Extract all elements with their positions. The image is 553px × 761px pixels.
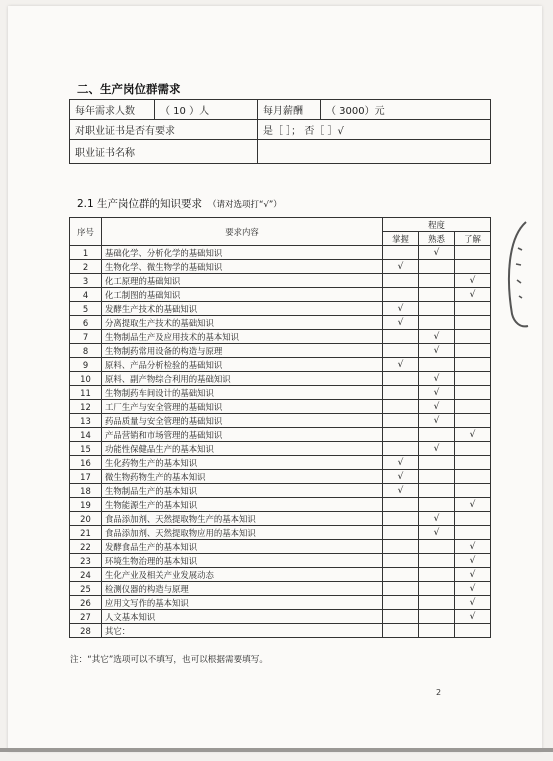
row-item: 药品质量与安全管理的基础知识 (102, 414, 383, 428)
seal-stamp (500, 218, 532, 330)
row-master-mark (383, 288, 419, 302)
row-item: 生物制药常用设备的构造与原理 (102, 344, 383, 358)
row-understand-mark: √ (455, 596, 491, 610)
table-row (70, 624, 491, 638)
row-master-mark (383, 610, 419, 624)
row-understand-mark (455, 358, 491, 372)
table-header-row (70, 218, 491, 232)
row-item: 生物化学、微生物学的基础知识 (102, 260, 383, 274)
row-understand-mark (455, 316, 491, 330)
row-master-mark (383, 400, 419, 414)
row-understand-mark (455, 302, 491, 316)
table-row (70, 512, 491, 526)
row-master-mark (383, 554, 419, 568)
row-item: 应用文写作的基本知识 (102, 596, 383, 610)
header-degree: 程度 (383, 218, 491, 232)
row-familiar-mark (419, 288, 455, 302)
table-row (70, 582, 491, 596)
row-item: 食品添加剂、天然提取物应用的基本知识 (102, 526, 383, 540)
table-row (70, 596, 491, 610)
row-master-mark (383, 582, 419, 596)
table-row (70, 140, 491, 164)
row-index: 25 (70, 582, 102, 596)
row-index: 13 (70, 414, 102, 428)
row-master-mark (383, 498, 419, 512)
table-row (70, 274, 491, 288)
row-index: 26 (70, 596, 102, 610)
row-familiar-mark: √ (419, 512, 455, 526)
row-understand-mark (455, 456, 491, 470)
row-item: 工厂生产与安全管理的基础知识 (102, 400, 383, 414)
row-index: 18 (70, 484, 102, 498)
row-familiar-mark: √ (419, 330, 455, 344)
row-item: 生物制药车间设计的基础知识 (102, 386, 383, 400)
row-understand-mark: √ (455, 428, 491, 442)
table-row (70, 246, 491, 260)
table-row (70, 100, 491, 120)
row-understand-mark (455, 246, 491, 260)
header-index: 序号 (70, 218, 102, 246)
row-master-mark (383, 512, 419, 526)
row-understand-mark: √ (455, 582, 491, 596)
table-row (70, 554, 491, 568)
cert-required-value: 是［ ］； 否［ ］√ (258, 120, 491, 140)
row-item: 原料、副产物综合利用的基础知识 (102, 372, 383, 386)
row-item: 食品添加剂、天然提取物生产的基本知识 (102, 512, 383, 526)
row-understand-mark: √ (455, 554, 491, 568)
header-familiar: 熟悉 (419, 232, 455, 246)
row-master-mark: √ (383, 456, 419, 470)
row-index: 24 (70, 568, 102, 582)
row-understand-mark (455, 344, 491, 358)
row-item: 生化产业及相关产业发展动态 (102, 568, 383, 582)
row-item: 基础化学、分析化学的基础知识 (102, 246, 383, 260)
row-item: 生化药物生产的基本知识 (102, 456, 383, 470)
row-item: 原料、产品分析检验的基础知识 (102, 358, 383, 372)
row-index: 22 (70, 540, 102, 554)
row-master-mark (383, 386, 419, 400)
row-master-mark: √ (383, 484, 419, 498)
row-index: 11 (70, 386, 102, 400)
table-row (70, 526, 491, 540)
requirements-table (69, 99, 491, 164)
table-row (70, 330, 491, 344)
header-master: 掌握 (383, 232, 419, 246)
scan-bottom-edge (0, 748, 553, 752)
table-row (70, 260, 491, 274)
table-row (70, 120, 491, 140)
row-understand-mark: √ (455, 274, 491, 288)
row-master-mark (383, 246, 419, 260)
row-familiar-mark (419, 274, 455, 288)
row-item: 功能性保健品生产的基本知识 (102, 442, 383, 456)
row-item: 分离提取生产技术的基础知识 (102, 316, 383, 330)
row-understand-mark (455, 372, 491, 386)
header-understand: 了解 (455, 232, 491, 246)
row-master-mark (383, 414, 419, 428)
table-row (70, 428, 491, 442)
cert-name-value (258, 140, 491, 164)
row-index: 4 (70, 288, 102, 302)
row-index: 7 (70, 330, 102, 344)
row-understand-mark (455, 442, 491, 456)
row-index: 17 (70, 470, 102, 484)
row-understand-mark (455, 414, 491, 428)
row-master-mark (383, 344, 419, 358)
row-familiar-mark (419, 610, 455, 624)
header-item: 要求内容 (102, 218, 383, 246)
row-familiar-mark (419, 582, 455, 596)
row-familiar-mark: √ (419, 526, 455, 540)
row-index: 27 (70, 610, 102, 624)
knowledge-hint: （请对选项打“√”） (208, 200, 282, 210)
row-master-mark (383, 526, 419, 540)
table-row (70, 610, 491, 624)
row-index: 14 (70, 428, 102, 442)
table-row (70, 358, 491, 372)
row-item: 人文基本知识 (102, 610, 383, 624)
row-index: 1 (70, 246, 102, 260)
table-row (70, 400, 491, 414)
row-familiar-mark (419, 456, 455, 470)
row-item: 产品营销和市场管理的基础知识 (102, 428, 383, 442)
row-item: 微生物药物生产的基本知识 (102, 470, 383, 484)
row-familiar-mark: √ (419, 246, 455, 260)
row-familiar-mark (419, 554, 455, 568)
row-master-mark: √ (383, 358, 419, 372)
row-item: 发酵生产技术的基础知识 (102, 302, 383, 316)
row-understand-mark (455, 512, 491, 526)
row-item: 发酵食品生产的基本知识 (102, 540, 383, 554)
demand-label: 每年需求人数 (70, 100, 155, 120)
row-familiar-mark (419, 498, 455, 512)
row-master-mark (383, 274, 419, 288)
row-index: 19 (70, 498, 102, 512)
table-row (70, 540, 491, 554)
row-familiar-mark (419, 540, 455, 554)
row-index: 10 (70, 372, 102, 386)
knowledge-title-text: 2.1 生产岗位群的知识要求 (77, 198, 203, 210)
salary-value: （ 3000）元 (321, 100, 491, 120)
row-master-mark (383, 442, 419, 456)
demand-value: （ 10 ）人 (155, 100, 258, 120)
row-item: 其它： (102, 624, 383, 638)
row-understand-mark (455, 386, 491, 400)
row-index: 8 (70, 344, 102, 358)
row-index: 21 (70, 526, 102, 540)
row-understand-mark: √ (455, 498, 491, 512)
row-understand-mark (455, 624, 491, 638)
row-index: 20 (70, 512, 102, 526)
row-familiar-mark (419, 484, 455, 498)
row-understand-mark: √ (455, 288, 491, 302)
knowledge-table (69, 217, 491, 638)
row-familiar-mark (419, 260, 455, 274)
row-item: 生物能源生产的基本知识 (102, 498, 383, 512)
footnote: 注：“其它”选项可以不填写，也可以根据需要填写。 (70, 655, 268, 665)
row-master-mark: √ (383, 260, 419, 274)
row-understand-mark (455, 470, 491, 484)
table-row (70, 302, 491, 316)
row-familiar-mark: √ (419, 400, 455, 414)
row-item: 化工原理的基础知识 (102, 274, 383, 288)
row-understand-mark (455, 526, 491, 540)
table-row (70, 344, 491, 358)
row-index: 28 (70, 624, 102, 638)
knowledge-rows (70, 246, 491, 638)
table-row (70, 498, 491, 512)
table-row (70, 414, 491, 428)
row-master-mark (383, 568, 419, 582)
table-row (70, 456, 491, 470)
row-understand-mark: √ (455, 610, 491, 624)
row-index: 6 (70, 316, 102, 330)
row-index: 5 (70, 302, 102, 316)
row-familiar-mark: √ (419, 414, 455, 428)
cert-required-label: 对职业证书是否有要求 (70, 120, 258, 140)
row-familiar-mark (419, 624, 455, 638)
page-number: 2 (436, 688, 442, 697)
table-row (70, 568, 491, 582)
row-index: 12 (70, 400, 102, 414)
row-master-mark (383, 428, 419, 442)
row-master-mark: √ (383, 302, 419, 316)
row-master-mark (383, 330, 419, 344)
row-item: 检测仪器的构造与原理 (102, 582, 383, 596)
row-index: 16 (70, 456, 102, 470)
row-master-mark (383, 596, 419, 610)
row-familiar-mark (419, 568, 455, 582)
row-item: 环境生物治理的基本知识 (102, 554, 383, 568)
row-master-mark (383, 372, 419, 386)
table-row (70, 386, 491, 400)
row-understand-mark (455, 484, 491, 498)
table-row (70, 316, 491, 330)
row-familiar-mark: √ (419, 442, 455, 456)
row-item: 生物制品生产的基本知识 (102, 484, 383, 498)
row-familiar-mark (419, 596, 455, 610)
row-index: 9 (70, 358, 102, 372)
cert-name-label: 职业证书名称 (70, 140, 258, 164)
row-understand-mark (455, 260, 491, 274)
table-row (70, 372, 491, 386)
row-index: 2 (70, 260, 102, 274)
row-index: 23 (70, 554, 102, 568)
knowledge-title (77, 196, 282, 211)
row-item: 生物制品生产及应用技术的基本知识 (102, 330, 383, 344)
row-understand-mark: √ (455, 568, 491, 582)
row-familiar-mark: √ (419, 386, 455, 400)
salary-label: 每月薪酬 (258, 100, 321, 120)
row-understand-mark (455, 330, 491, 344)
row-familiar-mark (419, 316, 455, 330)
row-familiar-mark: √ (419, 344, 455, 358)
table-row (70, 470, 491, 484)
row-understand-mark (455, 400, 491, 414)
row-familiar-mark (419, 470, 455, 484)
section-title: 二、生产岗位群需求 (77, 82, 181, 96)
table-row (70, 288, 491, 302)
table-row (70, 484, 491, 498)
row-familiar-mark (419, 302, 455, 316)
row-index: 15 (70, 442, 102, 456)
row-master-mark: √ (383, 316, 419, 330)
row-understand-mark: √ (455, 540, 491, 554)
row-master-mark: √ (383, 470, 419, 484)
row-familiar-mark (419, 358, 455, 372)
row-familiar-mark (419, 428, 455, 442)
row-familiar-mark: √ (419, 372, 455, 386)
row-index: 3 (70, 274, 102, 288)
table-row (70, 442, 491, 456)
row-item: 化工制图的基础知识 (102, 288, 383, 302)
row-master-mark (383, 624, 419, 638)
row-master-mark (383, 540, 419, 554)
